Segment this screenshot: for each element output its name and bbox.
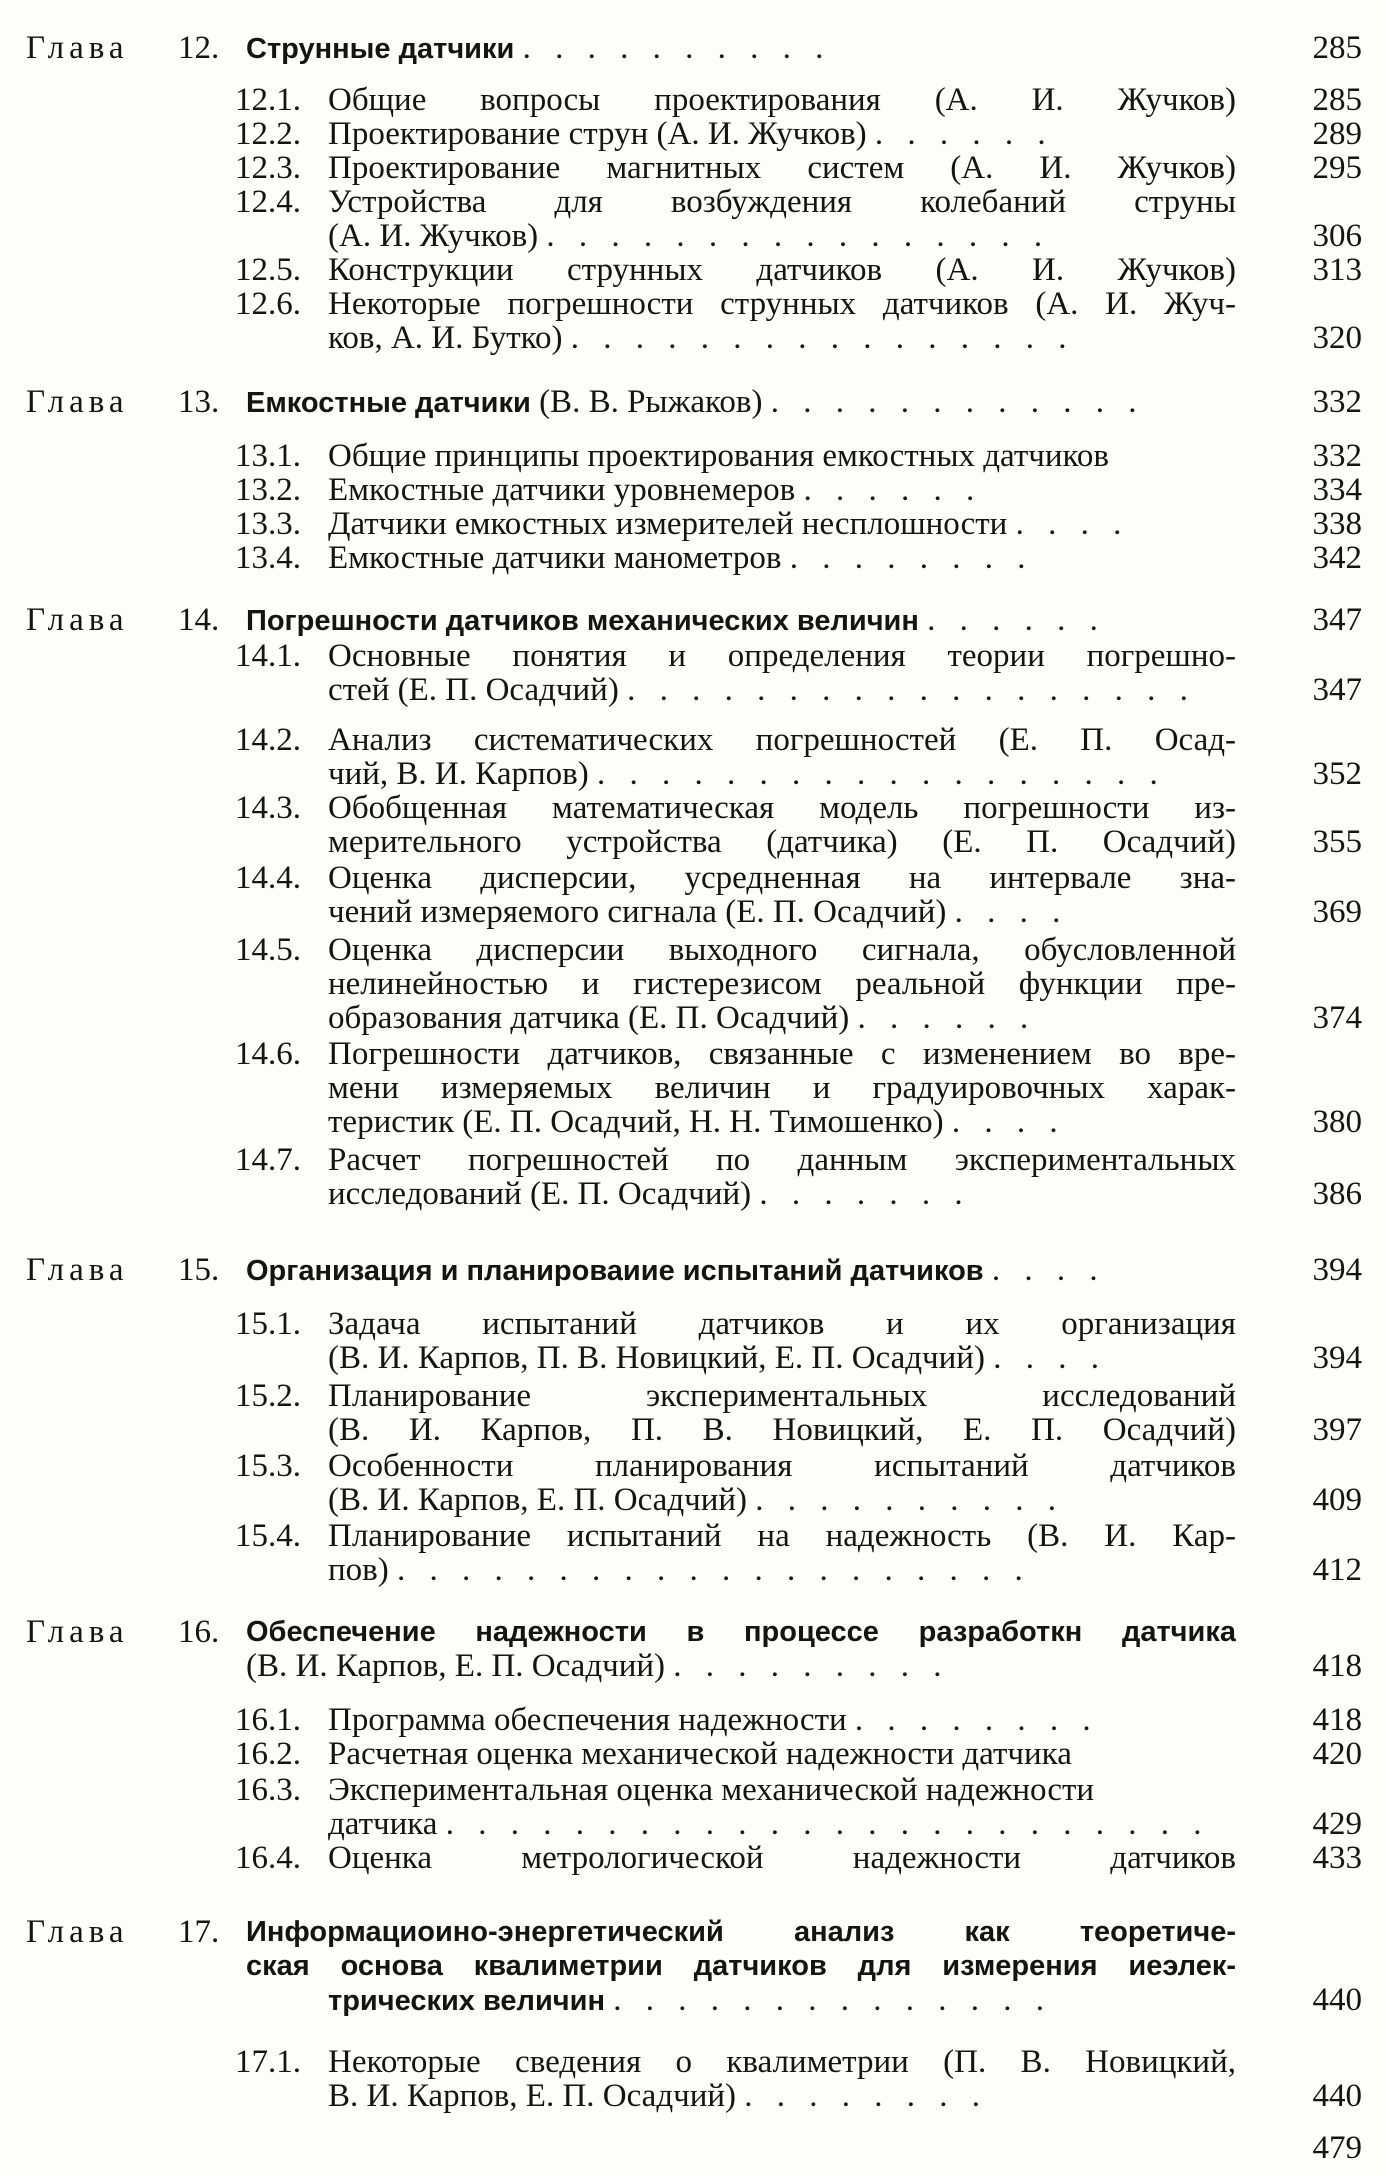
section-title: Оценка метрологической надежности датчиков	[328, 1840, 1236, 1876]
section-number: 13.3.	[235, 506, 301, 542]
leader-dots: . . . . . . . .	[854, 1702, 1099, 1738]
section-13-4	[0, 538, 1388, 578]
section-17-1-cont	[0, 2076, 1388, 2116]
chapter-17-heading-cont2	[0, 1980, 1388, 2020]
chapter-number: 12.	[178, 30, 220, 66]
section-number: 16.4.	[235, 1840, 301, 1876]
chapter-label: Глава	[26, 1914, 129, 1950]
section-title: Емкостные датчики уровнемеров	[328, 472, 796, 508]
chapter-12-heading	[0, 28, 1388, 68]
section-number: 12.3.	[235, 150, 301, 186]
section-number: 12.6.	[235, 286, 301, 322]
section-title: Обобщенная математическая модель погрешности из-	[328, 790, 1236, 826]
page-ref: 397	[1312, 1412, 1362, 1448]
section-title: Оценка дисперсии, усредненная на интервале зна-	[328, 860, 1236, 896]
chapter-number: 15.	[178, 1252, 220, 1288]
chapter-15-heading	[0, 1250, 1388, 1290]
section-title-cont: В. И. Карпов, Е. П. Осадчий)	[328, 2078, 737, 2114]
section-12-6-cont	[0, 318, 1388, 358]
leader-dots: . . . . . . . . . .	[522, 30, 832, 66]
section-number: 12.5.	[235, 252, 301, 288]
leader-dots: . . . . . . . . . . . . . . . . . . . .	[396, 1552, 1031, 1588]
section-title: Погрешности датчиков, связанные с изменением во вре-	[328, 1036, 1236, 1072]
section-title: Устройства для возбуждения колебаний струны	[328, 184, 1236, 220]
section-title-cont: мерительного устройства (датчика) (Е. П. Осадчий)	[328, 824, 1236, 860]
section-number: 15.2.	[235, 1378, 301, 1414]
page-ref: 352	[1312, 756, 1362, 792]
section-number: 14.3.	[235, 790, 301, 826]
chapter-title: Информациоино-энергетический анализ как теоретиче-	[246, 1916, 1236, 1948]
leader-dots: . . . .	[1015, 506, 1130, 542]
page-ref: 334	[1312, 472, 1362, 508]
section-title: Планирование испытаний на надежность (В. И. Кар-	[328, 1518, 1236, 1554]
chapter-title-cont: ская основа квалиметрии датчиков для измерения иеэлек-	[246, 1950, 1236, 1982]
section-14-7-cont	[0, 1174, 1388, 1214]
leader-dots: . . . . . .	[927, 602, 1106, 638]
section-title-cont: (А. И. Жучков)	[328, 218, 539, 254]
leader-dots: . . . . . .	[857, 1000, 1037, 1036]
chapter-16-heading-cont	[0, 1646, 1388, 1686]
section-number: 13.1.	[235, 438, 301, 474]
leader-dots: . . . . . . . . .	[673, 1648, 950, 1684]
section-title-cont: образования датчика (Е. П. Осадчий)	[328, 1000, 850, 1036]
section-number: 15.4.	[235, 1518, 301, 1554]
page-ref: 420	[1312, 1736, 1362, 1772]
section-title-cont: мени измеряемых величин и градуировочных харак-	[328, 1070, 1236, 1106]
leader-dots: . . . . . . . . . . . . . .	[613, 1982, 1052, 2018]
section-title: Некоторые погрешности струнных датчиков (А. И. Жуч-	[328, 286, 1236, 322]
leader-dots: . . . . . . . . . . . . . . . . . .	[596, 756, 1166, 792]
section-title-cont: теристик (Е. П. Осадчий, Н. Н. Тимошенко)	[328, 1104, 944, 1140]
chapter-title: Организация и планироваиие испытаний датчиков	[246, 1255, 984, 1287]
section-title: Конструкции струнных датчиков (А. И. Жучков)	[328, 252, 1236, 288]
page-ref: 342	[1312, 540, 1362, 576]
page-ref: 418	[1312, 1648, 1362, 1684]
section-14-1-cont	[0, 670, 1388, 710]
section-title: Проектирование струн (А. И. Жучков)	[328, 116, 867, 152]
leader-dots: . . . .	[954, 894, 1069, 930]
leader-dots: . . . . . . . . . . . . . . . .	[546, 218, 1051, 254]
section-title: Расчет погрешностей по данным экспериментальных	[328, 1142, 1236, 1178]
page-ref: 289	[1312, 116, 1362, 152]
section-title-cont: (В. И. Карпов, П. В. Новицкий, Е. П. Осадчий)	[328, 1412, 1236, 1448]
leader-dots: . . . .	[951, 1104, 1066, 1140]
section-title: Программа обеспечения надежности	[328, 1702, 847, 1738]
page-ref: 320	[1312, 320, 1362, 356]
section-title: Особенности планирования испытаний датчиков	[328, 1448, 1236, 1484]
section-15-4-cont	[0, 1550, 1388, 1590]
leader-dots: . . . . . . . . . .	[755, 1482, 1065, 1518]
section-number: 15.1.	[235, 1306, 301, 1342]
page-ref: 374	[1312, 1000, 1362, 1036]
section-number: 17.1.	[235, 2044, 301, 2080]
section-number: 12.2.	[235, 116, 301, 152]
page-ref: 285	[1312, 30, 1362, 66]
leader-dots: . . . .	[991, 1252, 1106, 1288]
chapter-title: Струнные датчики	[246, 33, 515, 65]
section-title-cont: чий, В. И. Карпов)	[328, 756, 589, 792]
leader-dots: . . . . . . . . . . . . . . . . . .	[627, 672, 1196, 708]
page-ref: 347	[1312, 602, 1362, 638]
chapter-number: 16.	[178, 1614, 220, 1650]
section-title: Анализ систематических погрешностей (Е. П. Осад-	[328, 722, 1236, 758]
page-ref: 347	[1312, 672, 1362, 708]
chapter-label: Глава	[26, 1614, 129, 1650]
section-title: Некоторые сведения о квалиметрии (П. В. Новицкий,	[328, 2044, 1236, 2080]
section-title-cont: пов)	[328, 1552, 389, 1588]
page-ref: 440	[1312, 1982, 1362, 2018]
section-title-cont: исследований (Е. П. Осадчий)	[328, 1176, 752, 1212]
section-number: 13.4.	[235, 540, 301, 576]
chapter-title-cont: трических величин	[328, 1985, 605, 2017]
page-ref: 433	[1312, 1840, 1362, 1876]
page-ref: 412	[1312, 1552, 1362, 1588]
page-ref: 380	[1312, 1104, 1362, 1140]
leader-dots: . . . . . . .	[759, 1176, 971, 1212]
section-title-cont: чений измеряемого сигнала (Е. П. Осадчий)	[328, 894, 947, 930]
leader-dots: . . . .	[993, 1340, 1107, 1376]
section-title: Емкостные датчики манометров	[328, 540, 782, 576]
section-number: 14.7.	[235, 1142, 301, 1178]
section-title-cont: датчика	[328, 1806, 438, 1842]
section-14-4-cont	[0, 892, 1388, 932]
section-title: Оценка дисперсии выходного сигнала, обусловленной	[328, 932, 1236, 968]
section-number: 14.1.	[235, 638, 301, 674]
section-title-cont: нелинейностью и гистерезисом реальной функции пре-	[328, 966, 1236, 1002]
leader-dots: . . . . . .	[803, 472, 983, 508]
page-ref: 394	[1312, 1340, 1362, 1376]
chapter-title: Обеспечение надежности в процессе разработкн датчика	[246, 1616, 1236, 1648]
chapter-number: 13.	[178, 384, 220, 420]
section-title-cont: (В. И. Карпов, П. В. Новицкий, Е. П. Осадчий)	[328, 1340, 985, 1376]
section-14-5-cont2	[0, 998, 1388, 1038]
page-ref: 313	[1312, 252, 1362, 288]
section-number: 14.2.	[235, 722, 301, 758]
leader-dots: . . . . . . . . . . . .	[770, 384, 1145, 420]
page-ref: 355	[1312, 824, 1362, 860]
section-number: 14.6.	[235, 1036, 301, 1072]
chapter-label: Глава	[26, 30, 129, 66]
page-ref: 386	[1312, 1176, 1362, 1212]
leader-dots: . . . . . .	[874, 116, 1054, 152]
chapter-title: Погрешности датчиков механических величин	[246, 605, 919, 637]
section-number: 13.2.	[235, 472, 301, 508]
chapter-number: 14.	[178, 602, 220, 638]
section-16-2	[0, 1734, 1388, 1774]
section-title: Проектирование магнитных систем (А. И. Жучков)	[328, 150, 1236, 186]
section-title: Датчики емкостных измерителей несплошности	[328, 506, 1008, 542]
page-ref: 409	[1312, 1482, 1362, 1518]
page-ref: 338	[1312, 506, 1362, 542]
section-15-2-cont	[0, 1410, 1388, 1450]
page-ref: 306	[1312, 218, 1362, 254]
section-15-3-cont	[0, 1480, 1388, 1520]
section-title: Планирование экспериментальных исследований	[328, 1378, 1236, 1414]
section-title: Расчетная оценка механической надежности датчика	[328, 1736, 1072, 1772]
section-title-cont: (В. И. Карпов, Е. П. Осадчий)	[328, 1482, 748, 1518]
leader-dots: . . . . . . . .	[789, 540, 1034, 576]
section-14-6-cont2	[0, 1102, 1388, 1142]
chapter-number: 17.	[178, 1914, 220, 1950]
chapter-label: Глава	[26, 1252, 129, 1288]
page-ref: 332	[1312, 438, 1362, 474]
page-ref: 285	[1312, 82, 1362, 118]
page-ref: 418	[1312, 1702, 1362, 1738]
section-number: 14.5.	[235, 932, 301, 968]
section-title: Общие принципы проектирования емкостных датчиков	[328, 438, 1109, 474]
page-ref: 332	[1312, 384, 1362, 420]
chapter-label: Глава	[26, 384, 129, 420]
leader-dots: . . . . . . . . . . . . . . . . . . . . . . . .	[445, 1806, 1210, 1842]
leader-dots: . . . . . . . .	[744, 2078, 989, 2114]
page-ref: 295	[1312, 150, 1362, 186]
page-ref: 369	[1312, 894, 1362, 930]
section-title: Общие вопросы проектирования (А. И. Жучков)	[328, 82, 1236, 118]
section-number: 15.3.	[235, 1448, 301, 1484]
section-title-cont: ков, А. И. Бутко)	[328, 320, 563, 356]
chapter-author: (В. В. Рыжаков)	[539, 384, 763, 420]
section-number: 16.2.	[235, 1736, 301, 1772]
page-number: 479	[1312, 2130, 1362, 2166]
section-14-3-cont	[0, 822, 1388, 862]
chapter-14-heading	[0, 600, 1388, 640]
section-number: 12.1.	[235, 82, 301, 118]
page-number-line	[0, 2128, 1388, 2168]
section-title: Задача испытаний датчиков и их организация	[328, 1306, 1236, 1342]
section-number: 16.1.	[235, 1702, 301, 1738]
section-number: 16.3.	[235, 1772, 301, 1808]
section-16-4	[0, 1838, 1388, 1878]
chapter-13-heading	[0, 382, 1388, 422]
chapter-author: (В. И. Карпов, Е. П. Осадчий)	[246, 1648, 666, 1684]
section-title: Основные понятия и определения теории погрешно-	[328, 638, 1236, 674]
section-number: 12.4.	[235, 184, 301, 220]
section-title: Экспериментальная оценка механической надежности	[328, 1772, 1095, 1808]
chapter-label: Глава	[26, 602, 129, 638]
section-title-cont: стей (Е. П. Осадчий)	[328, 672, 619, 708]
page-ref: 429	[1312, 1806, 1362, 1842]
section-number: 14.4.	[235, 860, 301, 896]
page-ref: 394	[1312, 1252, 1362, 1288]
page-ref: 440	[1312, 2078, 1362, 2114]
leader-dots: . . . . . . . . . . . . . . . .	[570, 320, 1075, 356]
section-15-1-cont	[0, 1338, 1388, 1378]
chapter-title: Емкостные датчики	[246, 387, 531, 419]
